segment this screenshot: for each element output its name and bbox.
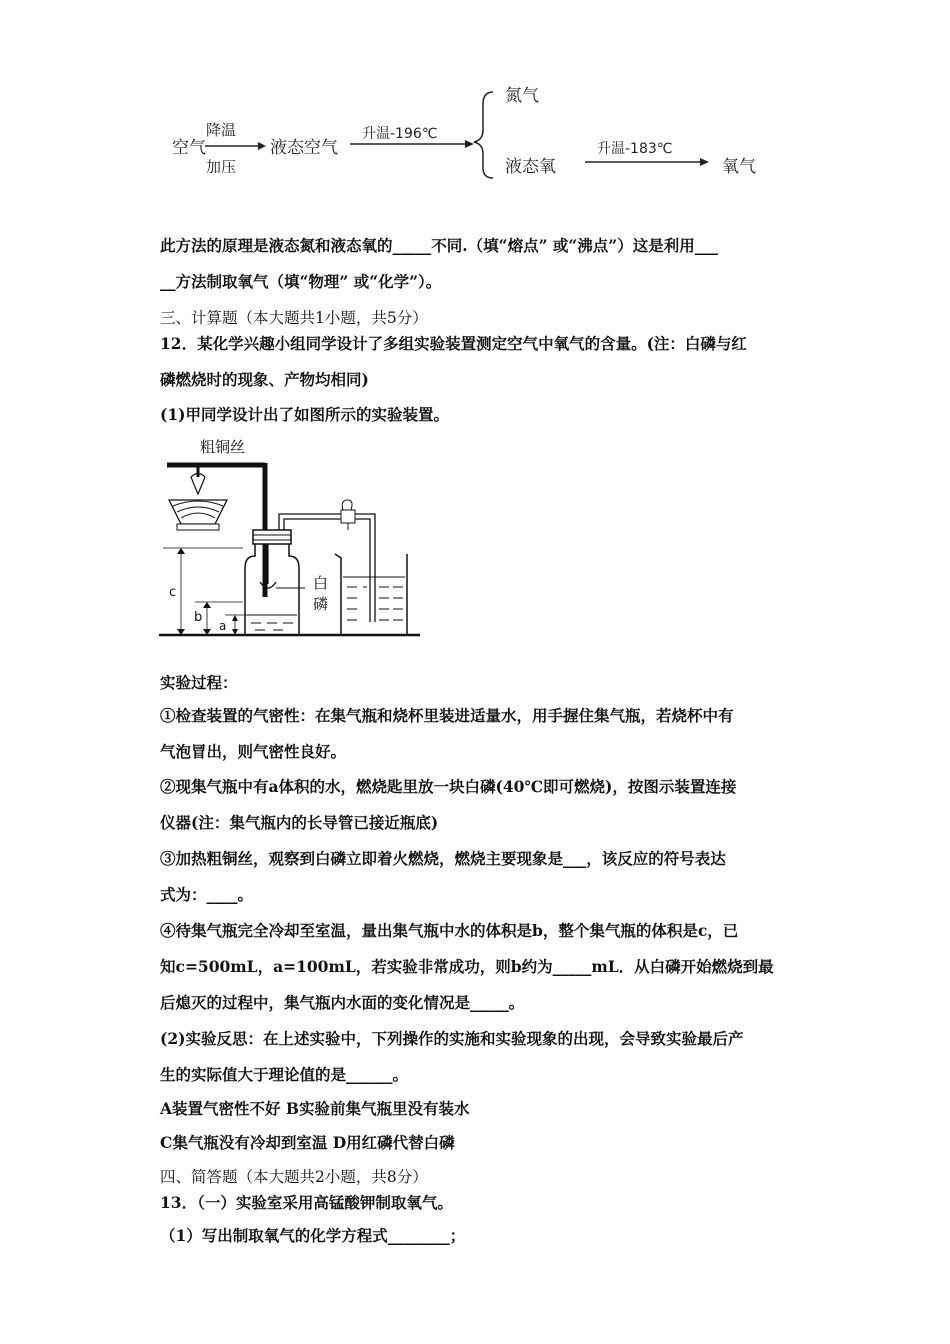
heat-183-label: 升温-183℃ — [597, 141, 673, 157]
dimension-a-label: a — [219, 619, 227, 633]
air-label: 空气 — [172, 138, 206, 158]
options-ab: A装置气密性不好 B实验前集气瓶里没有装水 — [160, 1099, 470, 1118]
options-cd: C集气瓶没有冷却到室温 D用红磷代替白磷 — [160, 1133, 455, 1152]
arrow-2-head — [465, 140, 474, 148]
step-1-line-2: 气泡冒出，则气密性良好。 — [160, 742, 347, 761]
liquid-oxygen-label: 液态氧 — [505, 157, 556, 177]
text-line-2: __方法制取氧气（填“物理” 或“化学”）。 — [160, 272, 442, 291]
copper-wire-label: 粗铜丝 — [200, 438, 246, 456]
phosphorus-label-1: 白 — [313, 574, 329, 592]
reflection-line-2: 生的实际值大于理论值的是______。 — [160, 1065, 409, 1084]
step-2-line-2: 仪器(注：集气瓶内的长导管已接近瓶底) — [160, 813, 439, 832]
step-4-line-3: 后熄灭的过程中，集气瓶内水面的变化情况是_____。 — [160, 993, 525, 1012]
air-separation-flow — [150, 80, 790, 190]
question-13-line-1: 13．（一）实验室采用高锰酸钾制取氧气。 — [160, 1193, 453, 1212]
question-12-part-1: (1)甲同学设计出了如图所示的实验装置。 — [160, 405, 449, 424]
step-4-line-1: ④待集气瓶完全冷却至室温，量出集气瓶中水的体积是b，整个集气瓶的体积是c，已 — [160, 921, 739, 940]
section-heading-3: 三、计算题（本大题共1小题，共5分） — [160, 309, 428, 327]
step-1-line-1: ①检查装置的气密性：在集气瓶和烧杯里装进适量水，用手握住集气瓶，若烧杯中有 — [160, 706, 734, 725]
text-line-1: 此方法的原理是液态氮和液态氧的_____不同.（填“熔点” 或“沸点”）这是利用___ — [160, 236, 718, 255]
step-4-line-2: 知c=500mL，a=100mL，若实验非常成功，则b约为_____mL．从白磷开始燃烧到最 — [160, 957, 774, 976]
step-3-line-1: ③加热粗铜丝，观察到白磷立即着火燃烧，燃烧主要现象是___，该反应的符号表达 — [160, 849, 726, 868]
pressurize-label: 加压 — [206, 158, 237, 176]
question-12-line-2: 磷燃烧时的现象、产物均相同) — [160, 370, 369, 389]
process-heading: 实验过程： — [160, 673, 238, 692]
question-12-line-1: 12．某化学兴趣小组同学设计了多组实验装置测定空气中氧气的含量。(注：白磷与红 — [160, 334, 747, 353]
heat-196-label: 升温-196℃ — [362, 126, 438, 142]
brace — [474, 92, 493, 178]
nitrogen-label: 氮气 — [505, 86, 539, 106]
arrow-3-head — [700, 158, 709, 166]
step-3-line-2: 式为：____。 — [160, 885, 254, 904]
phosphorus-label-2: 磷 — [313, 595, 329, 613]
arrow-1-head — [258, 142, 266, 150]
section-heading-4: 四、简答题（本大题共2小题，共8分） — [160, 1168, 428, 1186]
apparatus-figure — [155, 432, 430, 642]
oxygen-label: 氧气 — [722, 157, 756, 177]
liquid-air-label: 液态空气 — [270, 138, 338, 158]
dimension-b-label: b — [194, 610, 203, 625]
reflection-line-1: (2)实验反思：在上述实验中，下列操作的实施和实验现象的出现，会导致实验最后产 — [160, 1029, 744, 1048]
question-13-part-1: （1）写出制取氧气的化学方程式________； — [160, 1226, 466, 1245]
dimension-c-label: c — [169, 585, 177, 600]
cooling-label: 降温 — [206, 121, 237, 139]
step-2-line-1: ②现集气瓶中有a体积的水，燃烧匙里放一块白磷(40℃即可燃烧)，按图示装置连接 — [160, 777, 737, 796]
